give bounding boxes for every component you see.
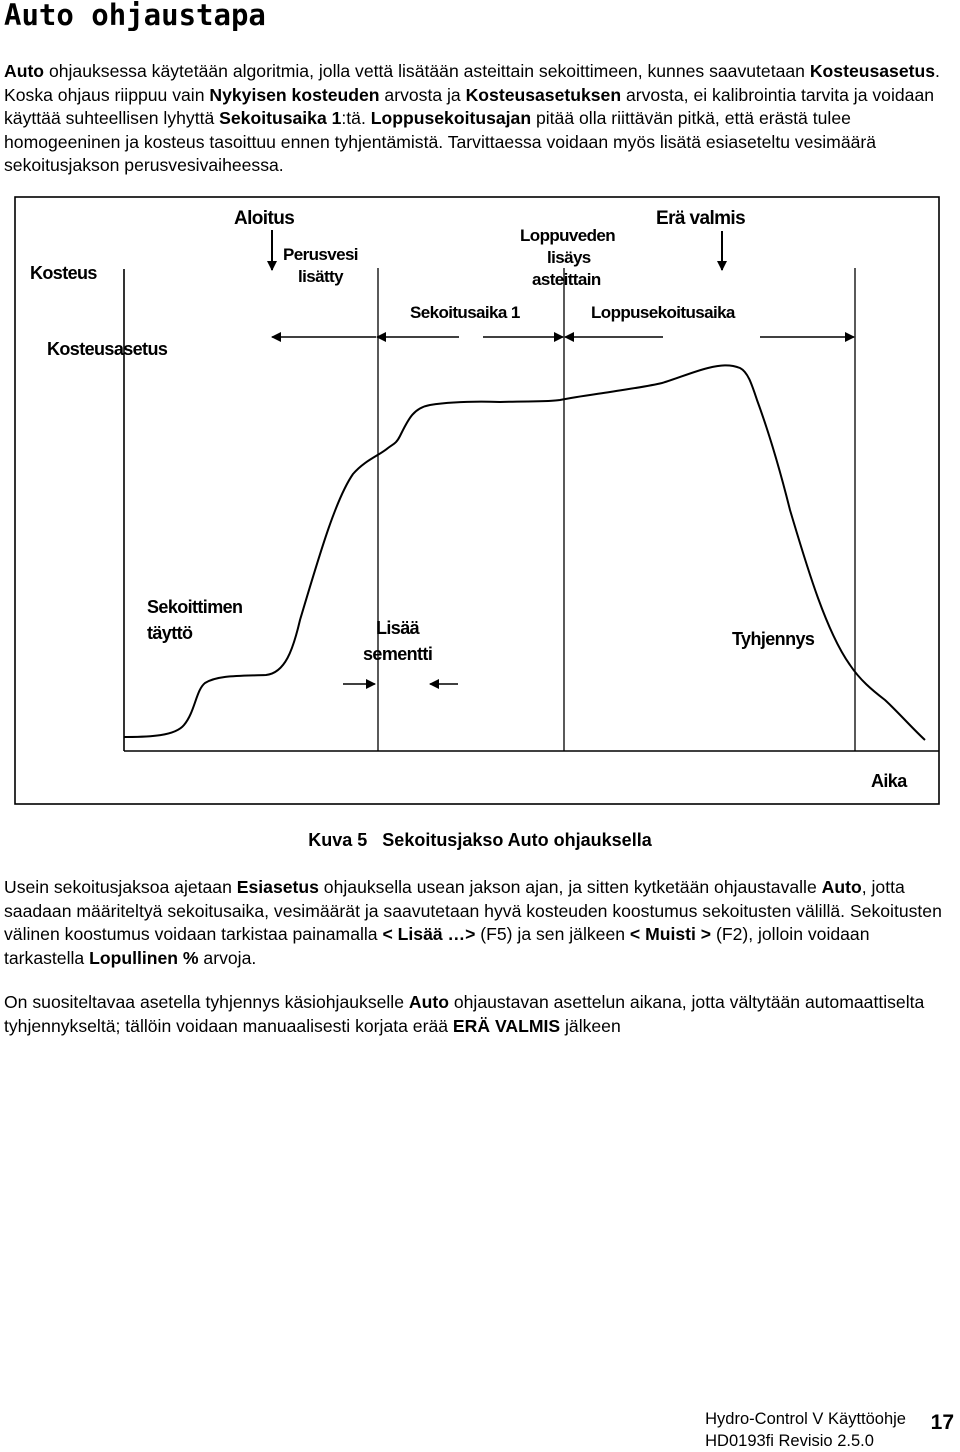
page-heading: Auto ohjaustapa [4,0,266,32]
text-run: ohjauksessa käytetään algoritmia, jolla vettä lisätään asteittain sekoittimeen, kunnes saavutetaan [44,61,810,81]
label-tyhjennys: Tyhjennys [732,629,815,649]
text-run: On suositeltavaa asetella tyhjennys käsiohjaukselle [4,992,409,1012]
figure-caption: Kuva 5 Sekoitusjakso Auto ohjauksella [308,830,652,850]
bold-term: Kosteusasetuksen [465,84,622,105]
recommendation-paragraph [4,991,954,1038]
label-era-valmis: Erä valmis [656,208,746,229]
label-aloitus: Aloitus [234,208,295,229]
moisture-curve [124,365,925,740]
text-run: arvosta ja [379,84,466,105]
text-run: (F2), jolloin voidaan tarkastella [4,924,870,968]
footer-title: Hydro-Control V Käyttöohje [705,1410,906,1428]
label-sekoittimen-line2: täyttö [147,623,193,643]
text-run: , jotta saadaan määriteltyä sekoitusaika, vesimäärät ja saavutetaan hyvä kosteuden koostumus sekoitusten välillä. Sekoitusten välinen koostumus voidaan tarkistaa painamalla [4,877,942,944]
label-aika: Aika [871,771,907,791]
label-loppuveden-line1: Loppuveden [520,226,616,245]
text-run: ohjaustavan asettelun aikana, jotta vältytään automaattiselta tyhjennykseltä; tällöin voidaan manuaalisesti korjata erää [4,992,925,1036]
bold-term: Nykyisen kosteuden [209,84,380,105]
label-loppuveden-line2: lisäys [547,248,591,267]
label-lisaa-line2: sementti [363,644,433,664]
text-run: (F5) ja sen jälkeen [475,924,630,944]
footer-revision: HD0193fi Revisio 2.5.0 [705,1432,874,1450]
bold-term: Auto [408,992,449,1012]
label-lisaa-line1: Lisää [376,618,420,638]
text-run: pitää olla riittävän pitkä, että erästä tulee homogeeninen ja kosteus tasoittuu ennen tyhjentämistä. Tarvittaessa voidaan myös lisätä esiaseteltu vesimäärä sekoitusjakson perusvesivaiheessa. [4,108,877,175]
label-kosteus: Kosteus [30,263,97,283]
bold-term: Esiasetus [236,877,319,897]
bold-term: ERÄ VALMIS [452,1015,561,1036]
usage-paragraph [4,876,954,970]
bold-term: Auto [4,61,45,81]
bold-term: Lopullinen % [89,947,199,968]
label-loppusekoitusaika: Loppusekoitusaika [591,303,735,322]
footer [705,1408,906,1452]
bold-term: Auto [821,877,862,897]
bold-term: < Muisti > [629,924,712,944]
text-run: jälkeen [560,1015,621,1036]
bold-term: Kosteusasetus [809,61,936,81]
label-loppuveden-line3: asteittain [532,270,601,289]
text-run: ohjauksella usean jakson ajan, ja sitten kytketään ohjaustavalle [318,877,822,897]
label-kosteusasetus: Kosteusasetus [47,339,168,359]
text-run: . Koska ohjaus riippuu vain [4,61,940,105]
text-run: :tä. [341,108,371,128]
label-sekoitusaika-1: Sekoitusaika 1 [410,303,520,322]
bold-term: Loppusekoitusajan [370,108,532,128]
text-run: Usein sekoitusjaksoa ajetaan [4,877,237,897]
label-perusvesi-line2: lisätty [298,267,343,286]
diagram-frame [15,197,939,804]
page-number: 17 [930,1411,954,1434]
bold-term: Sekoitusaika 1 [219,108,342,128]
text-run: arvoja. [198,947,257,968]
bold-term: < Lisää …> [382,924,476,944]
label-perusvesi-line1: Perusvesi [283,245,358,264]
text-run: arvosta, ei kalibrointia tarvita ja voidaan käyttää suhteellisen lyhyttä [4,84,935,128]
label-sekoittimen-line1: Sekoittimen [147,597,243,617]
